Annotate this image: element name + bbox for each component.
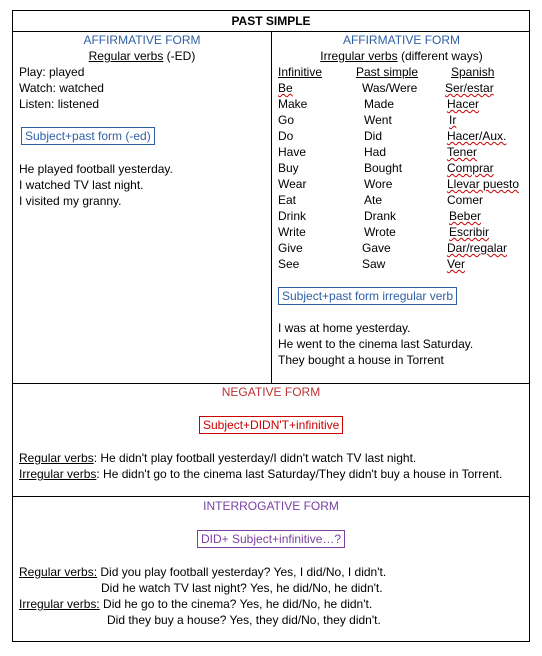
verb-row-wear-past: Wore <box>364 177 393 191</box>
interrogative-formula: DID+ Subject+infinitive…? <box>201 532 342 546</box>
verb-row-go-spanish: Ir <box>449 113 457 127</box>
regular-sentence-3: I visited my granny. <box>19 194 122 208</box>
regular-sentence-2: I watched TV last night. <box>19 178 144 192</box>
negative-regular-label: Regular verbs <box>19 451 94 465</box>
verb-row-have-spanish: Tener <box>447 145 478 159</box>
verb-row-be-infinitive: Be <box>278 81 293 95</box>
verb-row-be-past: Was/Were <box>362 81 418 95</box>
affirmative-regular-heading: AFFIRMATIVE FORM <box>83 33 201 47</box>
interrogative-irregular-text-1: Did he go to the cinema? Yes, he did/No, he didn't. <box>99 597 373 611</box>
verb-row-write-spanish: Escribir <box>449 225 490 239</box>
negative-irregular-text: : He didn't go to the cinema last Saturday/They didn't buy a house in Torrent. <box>96 467 503 481</box>
interrogative-formula-box <box>197 530 345 548</box>
verb-row-eat-infinitive: Eat <box>278 193 297 207</box>
verb-row-go-infinitive: Go <box>278 113 295 127</box>
verb-row-see-spanish: Ver <box>447 257 466 271</box>
irregular-sentence-3: They bought a house in Torrent <box>278 353 444 367</box>
regular-subheading-note: (-ED) <box>163 49 196 63</box>
verb-row-make-past: Made <box>364 97 395 111</box>
col-header-infinitive: Infinitive <box>278 65 323 79</box>
affirmative-irregular-heading: AFFIRMATIVE FORM <box>342 33 461 47</box>
verb-row-eat-spanish: Comer <box>447 193 484 207</box>
regular-subheading <box>13 48 271 64</box>
verb-row-buy-past: Bought <box>364 161 403 175</box>
verb-row-eat-past: Ate <box>364 193 383 207</box>
regular-sentence-1: He played football yesterday. <box>19 162 173 176</box>
regular-formula-box <box>21 127 155 145</box>
regular-example-2: Watch: watched <box>19 81 104 95</box>
verb-row-buy-infinitive: Buy <box>278 161 299 175</box>
verb-row-drink-spanish: Beber <box>449 209 482 223</box>
interrogative-regular-line-2: Did he watch TV last night? Yes, he did/No, he didn't. <box>101 581 383 595</box>
column-divider <box>271 31 272 383</box>
irregular-formula-box <box>278 287 457 305</box>
interrogative-regular-line-1 <box>19 564 386 580</box>
verb-row-make-spanish: Hacer <box>447 97 480 111</box>
regular-subheading-label: Regular verbs <box>88 49 164 63</box>
verb-row-have-infinitive: Have <box>278 145 307 159</box>
negative-heading: NEGATIVE FORM <box>221 385 321 399</box>
verb-row-do-infinitive: Do <box>278 129 294 143</box>
verb-row-drink-infinitive: Drink <box>278 209 307 223</box>
verb-row-give-infinitive: Give <box>278 241 303 255</box>
negative-irregular-label: Irregular verbs <box>19 467 97 481</box>
verb-row-write-infinitive: Write <box>278 225 306 239</box>
verb-row-do-past: Did <box>364 129 383 143</box>
negative-irregular-line <box>19 466 502 482</box>
col-header-past-simple: Past simple <box>356 65 419 79</box>
verb-row-buy-spanish: Comprar <box>447 161 494 175</box>
verb-row-make-infinitive: Make <box>278 97 308 111</box>
negative-formula-box <box>199 416 343 434</box>
verb-row-give-spanish: Dar/regalar <box>447 241 508 255</box>
verb-row-go-past: Went <box>364 113 392 127</box>
verb-row-see-past: Saw <box>362 257 386 271</box>
section-divider-interrogative <box>13 496 529 497</box>
irregular-sentence-2: He went to the cinema last Saturday. <box>278 337 474 351</box>
interrogative-regular-label: Regular verbs: <box>19 565 98 579</box>
interrogative-irregular-line-1 <box>19 596 372 612</box>
interrogative-regular-text-1: Did you play football yesterday? Yes, I did/No, I didn't. <box>97 565 387 579</box>
verb-row-be-spanish: Ser/estar <box>445 81 494 95</box>
negative-regular-text: : He didn't play football yesterday/I didn't watch TV last night. <box>93 451 417 465</box>
irregular-subheading <box>272 48 531 64</box>
past-simple-table <box>12 10 530 642</box>
interrogative-irregular-line-2: Did they buy a house? Yes, they did/No, they didn't. <box>107 613 381 627</box>
page-title: PAST SIMPLE <box>13 11 529 32</box>
irregular-sentence-1: I was at home yesterday. <box>278 321 411 335</box>
verb-row-write-past: Wrote <box>364 225 396 239</box>
regular-example-1: Play: played <box>19 65 85 79</box>
verb-row-wear-infinitive: Wear <box>278 177 307 191</box>
col-header-spanish: Spanish <box>451 65 495 79</box>
irregular-subheading-note: (different ways) <box>397 49 483 63</box>
verb-row-see-infinitive: See <box>278 257 300 271</box>
negative-regular-line <box>19 450 416 466</box>
irregular-formula: Subject+past form irregular verb <box>282 289 454 303</box>
verb-row-have-past: Had <box>364 145 387 159</box>
verb-row-drink-past: Drank <box>364 209 397 223</box>
regular-formula: Subject+past form (-ed) <box>25 129 151 143</box>
regular-example-3: Listen: listened <box>19 97 100 111</box>
interrogative-irregular-label: Irregular verbs: <box>19 597 100 611</box>
verb-row-wear-spanish: Llevar puesto <box>447 177 520 191</box>
verb-row-give-past: Gave <box>362 241 391 255</box>
negative-formula: Subject+DIDN'T+infinitive <box>203 418 340 432</box>
interrogative-heading: INTERROGATIVE FORM <box>203 499 339 513</box>
irregular-subheading-label: Irregular verbs <box>320 49 398 63</box>
verb-row-do-spanish: Hacer/Aux. <box>447 129 507 143</box>
